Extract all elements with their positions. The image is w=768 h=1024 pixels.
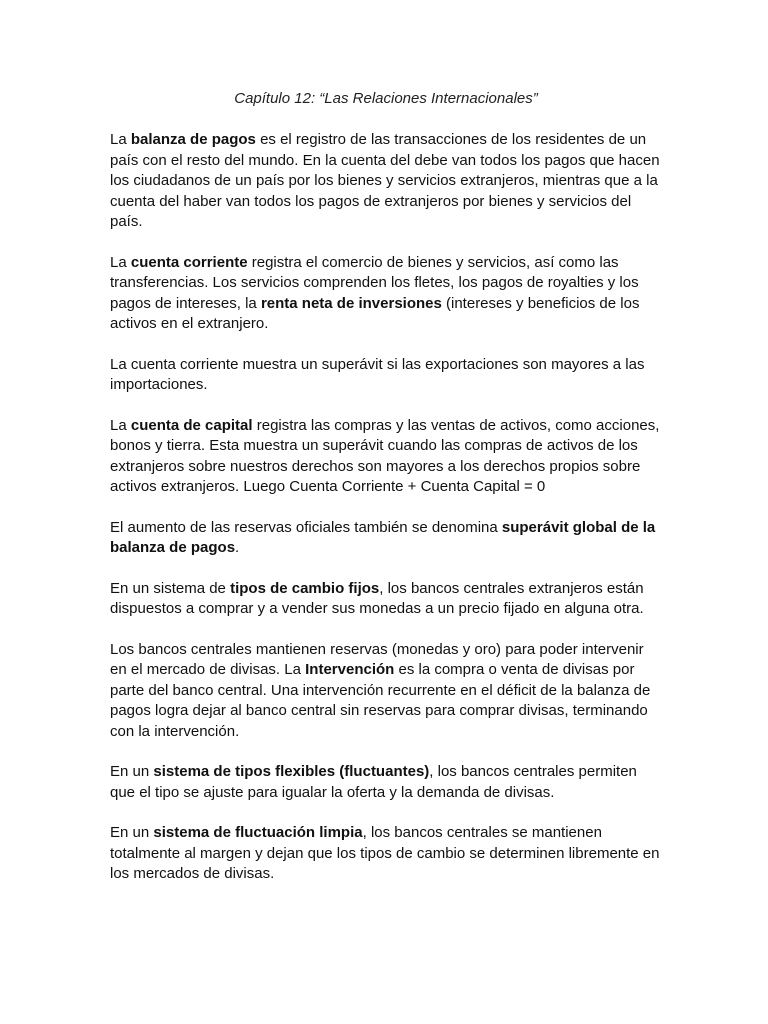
text-run: En un (110, 763, 154, 780)
text-run: La cuenta corriente muestra un superávit si las exportaciones son mayores a las importaciones. (110, 355, 645, 393)
paragraph (110, 823, 662, 885)
text-run: es la compra o venta de divisas por parte del banco central. Una intervención recurrente en el déficit de la balanza de pagos logra dejar al banco central sin reservas para comprar divisas, terminando con la intervención. (110, 661, 651, 740)
bold-term: sistema de tipos flexibles (fluctuantes) (153, 763, 430, 780)
text-run: es el registro de las transacciones de los residentes de un país con el resto del mundo. En la cuenta del debe van todos los pagos que hacen los ciudadanos de un país por los bienes y servicios extranjeros, mientras que a la cuenta del haber van todos los pagos de extranjeros por bienes y servicios del país. (110, 131, 660, 230)
paragraph (110, 640, 662, 743)
bold-term: cuenta de capital (130, 416, 253, 434)
text-run: (intereses y beneficios de los activos en el extranjero. (110, 294, 640, 332)
text-run: En un (110, 824, 154, 841)
document-body (110, 130, 662, 885)
text-run: La (110, 131, 131, 148)
text-run: , los bancos centrales permiten que el tipo se ajuste para igualar la oferta y la demanda de divisas. (110, 763, 637, 801)
bold-term: Intervención (305, 661, 395, 678)
text-run: registra las compras y las ventas de activos, como acciones, bonos y tierra. Esta muestra un superávit cuando las compras de activos de los extranjeros sobre nuestros derechos son mayores a los derechos propios sobre activos extranjeros. Luego Cuenta Corriente + Cuenta Capital = 0 (110, 416, 660, 495)
paragraph (110, 762, 662, 803)
text-run: , los bancos centrales se mantienen totalmente al margen y dejan que los tipos de cambio se determinen libremente en los mercados de divisas. (110, 824, 660, 882)
document-page (110, 88, 662, 905)
text-run: La (110, 416, 131, 434)
bold-term: superávit global de la balanza de pagos (110, 518, 656, 556)
text-run: En un sistema de (110, 579, 231, 597)
text-run: registra el comercio de bienes y servicios, así como las transferencias. Los servicios comprenden los fletes, los pagos de royalties y los pagos de intereses, la (110, 253, 639, 312)
text-run: La (110, 253, 131, 271)
paragraph (110, 253, 662, 335)
bold-term: balanza de pagos (130, 131, 256, 148)
text-run: El aumento de las reservas oficiales también se denomina (110, 518, 502, 536)
bold-term: cuenta corriente (130, 253, 248, 271)
text-run: . (235, 539, 240, 556)
paragraph (110, 416, 662, 498)
paragraph (110, 130, 662, 233)
text-run: , los bancos centrales extranjeros están dispuestos a comprar y a vender sus monedas a un precio fijado en alguna otra. (110, 579, 644, 617)
bold-term: sistema de fluctuación limpia (153, 824, 363, 841)
paragraph (110, 518, 662, 559)
paragraph (110, 355, 662, 396)
chapter-title: Capítulo 12: “Las Relaciones Internacionales” (234, 90, 538, 107)
bold-term: tipos de cambio fijos (230, 579, 380, 597)
paragraph (110, 579, 662, 620)
text-run: Los bancos centrales mantienen reservas (monedas y oro) para poder intervenir en el mercado de divisas. La (110, 640, 644, 678)
bold-term: renta neta de inversiones (260, 294, 442, 312)
